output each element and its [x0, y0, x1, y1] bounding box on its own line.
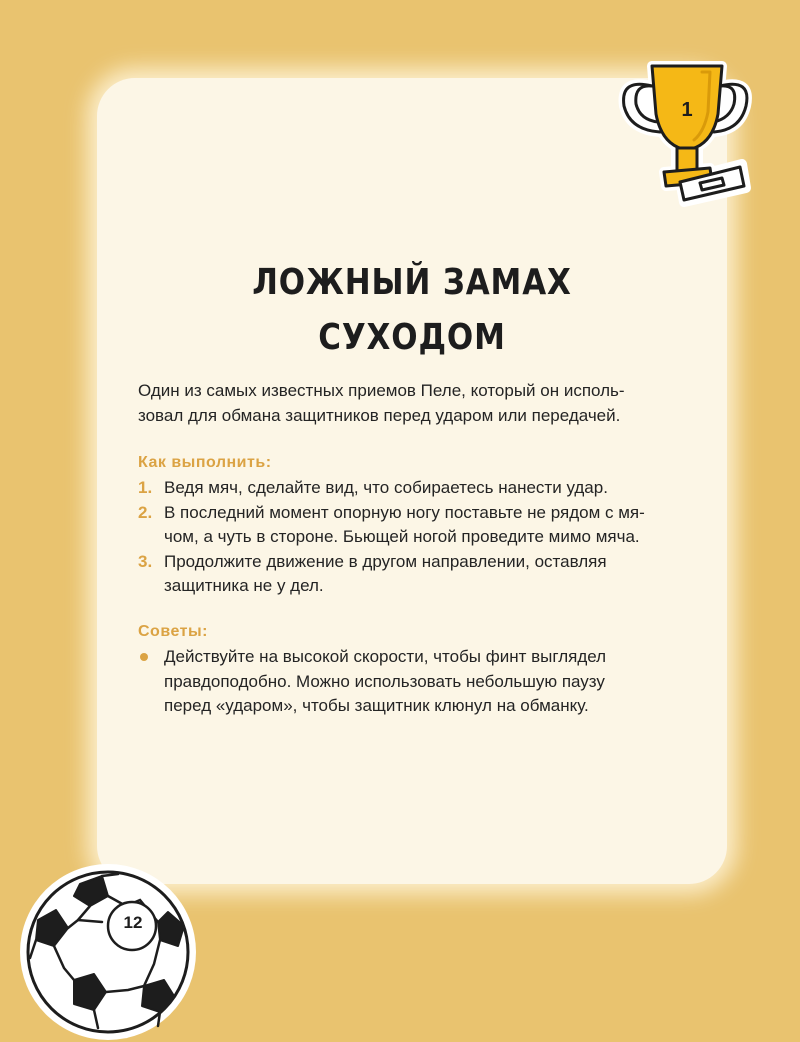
- tips-list: [138, 645, 708, 719]
- step-text: Продолжите движение в другом направлении, оставляя: [164, 551, 607, 571]
- page-title: [141, 255, 683, 365]
- step-text: В последний момент опорную ногу поставьте не рядом с мя-: [164, 502, 645, 522]
- intro-line: зовал для обмана защитников перед ударом или передачей.: [138, 406, 621, 425]
- step-text: защитника не у дел.: [164, 576, 324, 595]
- bullet-icon: [140, 653, 148, 661]
- tips-heading: Советы:: [138, 623, 208, 640]
- tip-item: [138, 645, 708, 719]
- step-text: Ведя мяч, сделайте вид, что собираетесь нанести удар.: [164, 478, 608, 497]
- tip-text: Действуйте на высокой скорости, чтобы финт выглядел: [164, 647, 607, 666]
- step-item-2: [138, 501, 708, 550]
- trophy-number: 1: [681, 99, 693, 121]
- step-number: 2.: [138, 502, 153, 522]
- intro-paragraph: [138, 378, 698, 428]
- howto-heading: Как выполнить:: [138, 454, 272, 471]
- page-number: 12: [123, 913, 143, 932]
- intro-line: Один из самых известных приемов Пеле, который он исполь-: [138, 381, 625, 400]
- step-item-1: [138, 476, 708, 501]
- tip-text: перед «ударом», чтобы защитник клюнул на обманку.: [164, 696, 589, 715]
- trophy-icon: [614, 52, 758, 212]
- step-item-3: [138, 550, 708, 599]
- title-line-2: СУХОДОМ: [318, 317, 506, 358]
- step-number: 3.: [138, 551, 153, 571]
- title-line-1: ЛОЖНЫЙ ЗАМАХ: [252, 262, 572, 303]
- tip-text: правдоподобно. Можно использовать небольшую паузу: [164, 671, 605, 691]
- step-text: чом, а чуть в стороне. Бьющей ногой проведите мимо мяча.: [164, 527, 640, 546]
- steps-list: [138, 476, 708, 599]
- step-number: 1.: [138, 478, 153, 497]
- soccer-ball-icon: [18, 862, 198, 1042]
